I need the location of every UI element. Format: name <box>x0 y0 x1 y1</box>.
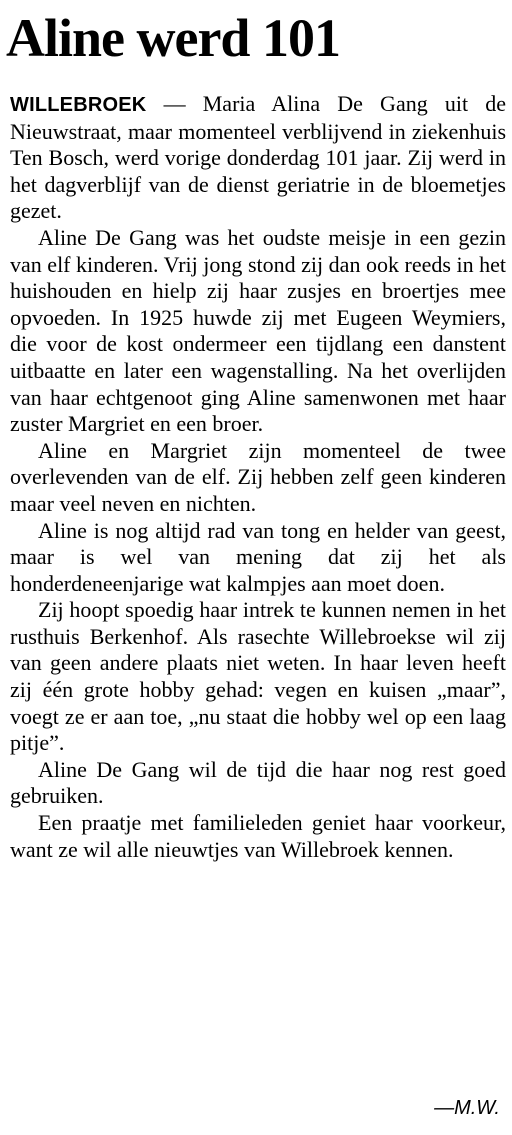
article-paragraph-2: Aline De Gang was het oudste meisje in een gezin van elf kinderen. Vrij jong stond zij dan ook reeds in het huishouden en hielp zij haar zusjes en broertjes mee opvoeden. In 1925 huwde zij met Eugeen Weymiers, die voor de kost ondermeer een tijdlang een danstent uitbaatte en later een wagenstalling. Na het overlijden van haar echtgenoot ging Aline samenwonen met haar zuster Margriet en een broer. <box>10 224 506 437</box>
article-paragraph-3: Aline en Margriet zijn momenteel de twee overlevenden van de elf. Zij hebben zelf geen kinderen maar veel neven en nichten. <box>10 437 506 516</box>
author-signature: —M.W. <box>434 1097 500 1119</box>
article-headline: Aline werd 101 <box>6 8 340 68</box>
article-dateline: WILLEBROEK <box>10 94 147 116</box>
article-paragraph-1 <box>10 91 506 225</box>
article-paragraph-5: Zij hoopt spoedig haar intrek te kunnen nemen in het rusthuis Berkenhof. Als rasechte Willebroekse wil zij van geen andere plaats niet weten. In haar leven heeft zij één grote hobby gehad: vegen en kuisen „maar”, voegt ze er aan toe, „nu staat die hobby wel op een laag pitje”. <box>10 597 506 756</box>
article-paragraph-7: Een praatje met familieleden geniet haar voorkeur, want ze wil alle nieuwtjes van Willebroek kennen. <box>10 810 506 862</box>
article-paragraph-6: Aline De Gang wil de tijd die haar nog rest goed gebruiken. <box>10 756 506 809</box>
article-paragraph-4: Aline is nog altijd rad van tong en helder van geest, maar is wel van mening dat zij het als honderdeneenjarige wat kalmpjes aan moet doen. <box>10 517 506 596</box>
dateline-dash: — <box>146 91 203 116</box>
article-body <box>10 91 506 863</box>
article-paragraph-1-text: Maria Alina De Gang uit de Nieuwstraat, maar momenteel verblijvend in ziekenhuis Ten Bosch, werd vorige donderdag 101 jaar. Zij werd in het dagverblijf van de dienst geriatrie in de bloemetjes gezet. <box>10 91 506 224</box>
